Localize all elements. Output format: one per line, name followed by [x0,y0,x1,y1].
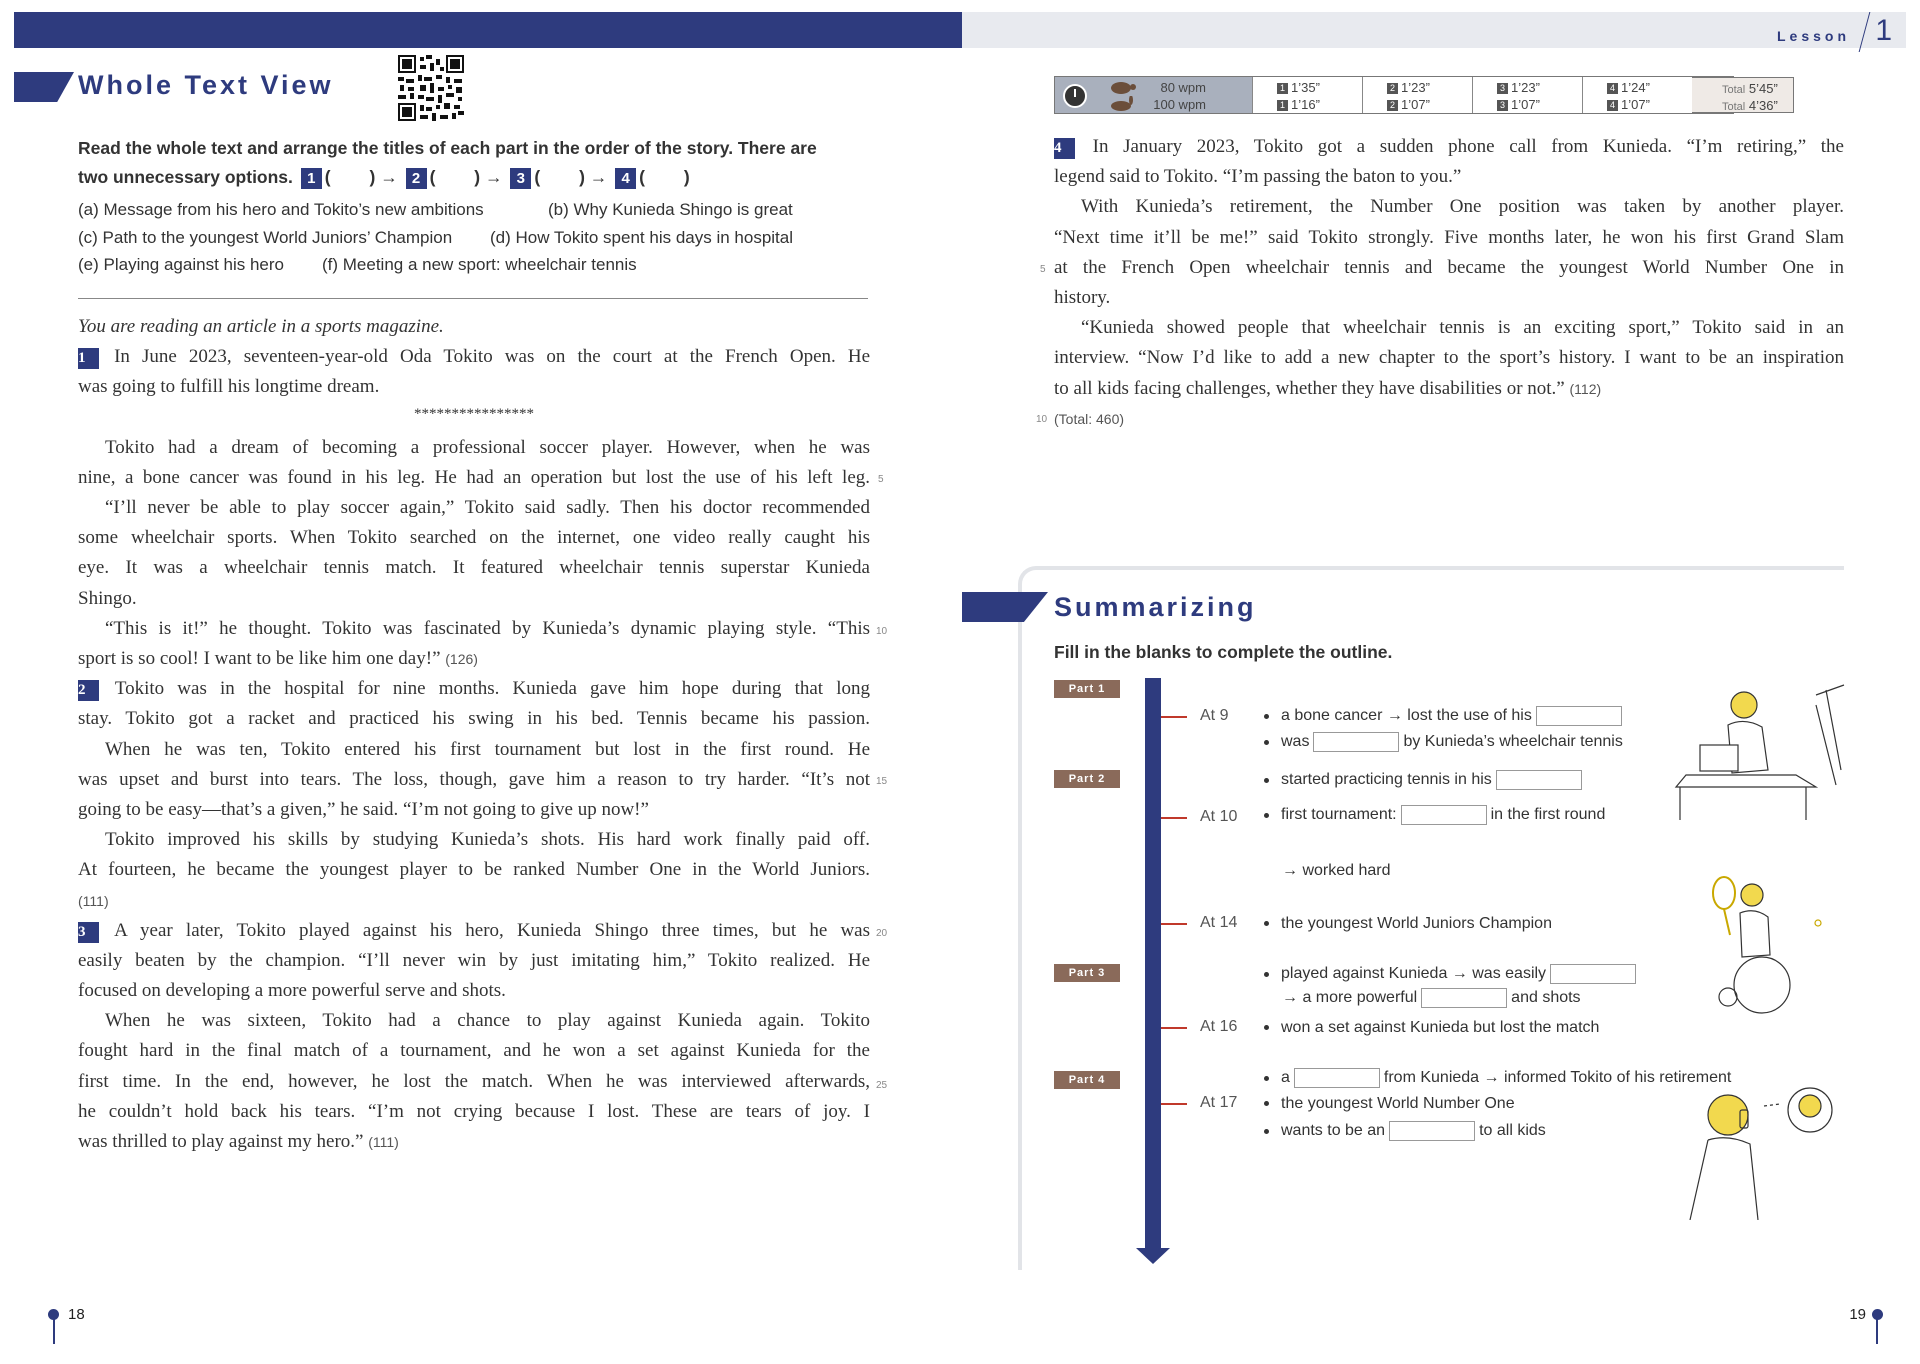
turtle-icon [1107,78,1137,94]
instruction-line-1: Read the whole text and arrange the titles of each part in the order of the story. There are [78,138,817,158]
paragraph-line: With Kunieda’s retirement, the Number One position was taken by another player. [1081,196,1844,218]
option-e: (e) Playing against his hero [78,255,285,274]
age-label: At 10 [1200,808,1238,825]
paragraph-line: In June 2023, seventeen-year-old Oda Tokito was on the court at the French Open. He [114,346,871,368]
paragraph-line: history. [1054,287,1111,309]
outline-item: → a more powerful and shots [1282,989,1581,1007]
option-c: (c) Path to the youngest World Juniors’ Champion [78,228,453,247]
paragraph-line: “Kunieda showed people that wheelchair tennis is an exciting sport,” Tokito said in an [1081,317,1844,339]
total-word-count: (Total: 460) [1054,410,1125,427]
article-intro: You are reading an article in a sports magazine. [78,316,444,337]
page-marker-dot [48,1309,59,1320]
paragraph-line: he couldn’t hold back his tears. “I’m not crying because I lost. These are tears of joy. I [78,1100,870,1122]
qr-code-icon[interactable] [398,55,464,121]
paragraph-line: legend said to Tokito. “I’m passing the baton to you.” [1054,166,1462,188]
paragraph-line: fought hard in the final match of a tournament, and he won a set against Kunieda for the [78,1040,870,1062]
time-part-4: 4 1’24” 4 1’07” [1583,77,1693,113]
timeline-tick [1161,1103,1187,1105]
line-number: 20 [876,928,888,939]
instructions [78,134,868,192]
order-slot-number: 3 [510,168,531,189]
rabbit-icon [1107,96,1137,112]
paragraph-line: easily beaten by the champion. “I’ll never win by just imitating him,” Tokito realized. He [78,949,870,971]
option-b: (b) Why Kunieda Shingo is great [548,200,793,219]
order-slot-number: 4 [615,168,636,189]
timeline-tick [1161,1027,1187,1029]
part-number: 2 [78,680,99,701]
wheelchair-tennis-illustration [1700,875,1830,1020]
timeline-tick [1161,923,1187,925]
summary-instruction: Fill in the blanks to complete the outline. [1054,642,1393,662]
whole-text-view-heading: Whole Text View [78,70,334,100]
paragraph-line: eye. It was a wheelchair tennis match. It featured wheelchair tennis superstar Kunieda [78,557,870,579]
part-number: 1 [78,348,99,369]
blank-field[interactable] [1401,805,1487,825]
line-number: 5 [878,474,884,485]
paragraph-line: Tokito was in the hospital for nine months. Kunieda gave him hope during that long [114,678,870,700]
timeline-tick [1161,817,1187,819]
paragraph-line: at the French Open wheelchair tennis and became the youngest World Number One in [1054,256,1844,278]
blank-field[interactable] [1550,964,1636,984]
paragraph-line: focused on developing a more powerful serve and shots. [78,980,506,1002]
blank-field[interactable] [1294,1068,1380,1088]
top-bar-left [14,12,962,48]
outline-item: won a set against Kunieda but lost the match [1264,1019,1599,1037]
separator-stars: **************** [414,405,534,422]
blank-field[interactable] [1536,706,1622,726]
paragraph-line: In January 2023, Tokito got a sudden phone call from Kunieda. “I’m retiring,” the [1092,136,1844,157]
blank-field[interactable] [1389,1121,1475,1141]
lesson-label: Lesson [1776,28,1850,44]
paragraph-line: was going to fulfill his longtime dream. [78,376,380,398]
total-cell: Total 5’45” Total 4’36” [1692,77,1794,113]
part-3-label: Part 3 [1054,964,1120,982]
age-label: At 14 [1200,914,1238,931]
line-number: 10 [876,626,888,637]
outline-item: wants to be an to all kids [1264,1121,1546,1141]
age-label: At 16 [1200,1018,1238,1035]
time-part-2: 2 1’23” 2 1’07” [1363,77,1473,113]
outline-item: first tournament: in the first round [1264,805,1605,825]
hospital-laptop-illustration [1666,675,1846,825]
paragraph-line: interview. “Now I’d like to add a new chapter to the sport’s history. I want to be an inspiration [1054,347,1844,369]
timeline-tick [1161,716,1187,718]
word-count: (126) [445,651,478,668]
paragraph-line: When he was ten, Tokito entered his first tournament but lost in the first round. He [105,738,870,760]
paragraph-line: to all kids facing challenges, whether they have disabilities or not.” [1054,377,1565,399]
speed-100: 100 wpm [1153,97,1206,112]
phone-call-illustration [1680,1080,1840,1220]
page-marker-dot [1872,1309,1883,1320]
order-slot-number: 1 [301,168,322,189]
paragraph-line: Tokito had a dream of becoming a professional soccer player. However, when he was [105,436,870,458]
paragraph-line: “This is it!” he thought. Tokito was fascinated by Kunieda’s dynamic playing style. “This [105,617,870,639]
part-4-label: Part 4 [1054,1071,1120,1089]
outline-item: played against Kunieda → was easily [1264,964,1640,984]
paragraph-line: was upset and burst into tears. The loss, though, gave him a reason to try harder. “It’s not [78,768,870,790]
blank-field[interactable] [1496,770,1582,790]
outline-item: started practicing tennis in his [1264,770,1586,790]
instruction-line-2: two unnecessary options. 1 ( ) → 2 ( ) → 3 ( ) → 4 ( ) [78,167,690,187]
outline-item: → worked hard [1282,862,1391,879]
age-label: At 9 [1200,707,1229,724]
lesson-number: 1 [1875,14,1892,47]
timeline-arrow-icon [1136,1248,1170,1264]
paragraph-line: was thrilled to play against my hero.” [78,1131,364,1153]
outline-item: the youngest World Number One [1264,1095,1515,1113]
line-number: 5 [1040,264,1046,275]
outline-item: a from Kunieda → informed Tokito of his retirement [1264,1068,1731,1088]
page-number-right: 19 [1849,1306,1866,1323]
divider [78,298,868,299]
paragraph-line: stay. Tokito got a racket and practiced his swing in his bed. Tennis became his passion. [78,708,870,730]
paragraph-line: When he was sixteen, Tokito had a chance to play against Kunieda again. Tokito [105,1010,870,1032]
outline-item: a bone cancer → lost the use of his [1264,706,1626,726]
part-1-label: Part 1 [1054,680,1120,698]
outline-item: was by Kunieda’s wheelchair tennis [1264,732,1623,752]
paragraph-line: A year later, Tokito played against his hero, Kunieda Shingo three times, but he was [114,919,871,941]
blank-field[interactable] [1313,732,1399,752]
outline-item: the youngest World Juniors Champion [1264,915,1552,933]
line-number: 25 [876,1080,888,1091]
paragraph-line: going to be easy—that’s a given,” he said. “I’m not going to give up now!” [78,799,649,821]
word-count: (112) [1569,380,1602,397]
stopwatch-icon [1063,84,1087,108]
word-count: (111) [78,892,109,909]
paragraph-line: Shingo. [78,587,137,609]
word-count: (111) [368,1134,399,1151]
line-number: 15 [876,776,888,787]
top-bar-right [962,12,1906,48]
time-part-3: 3 1’23” 3 1’07” [1473,77,1583,113]
option-f: (f) Meeting a new sport: wheelchair tennis [322,255,637,274]
heading-flag [14,72,74,102]
article-left [78,312,870,1157]
blank-field[interactable] [1421,988,1507,1008]
paragraph-line: first time. In the end, however, he lost the match. When he was interviewed afterwards, [78,1070,870,1092]
speed-80: 80 wpm [1160,80,1206,95]
article-right [1054,132,1844,434]
speed-cell [1055,77,1253,113]
page-number-left: 18 [68,1306,85,1323]
part-number: 3 [78,922,99,943]
option-a: (a) Message from his hero and Tokito’s new ambitions [78,200,484,219]
paragraph-line: “I’ll never be able to play soccer again,” Tokito said sadly. Then his doctor recommended [105,497,870,519]
paragraph-line: Tokito improved his skills by studying Kunieda’s shots. His hard work finally paid off. [105,829,870,851]
age-label: At 17 [1200,1094,1238,1111]
line-number: 10 [1036,414,1048,425]
option-d: (d) How Tokito spent his days in hospital [490,228,794,247]
paragraph-line: some wheelchair sports. When Tokito searched on the internet, one video really caught his [78,527,870,549]
timeline-bar [1145,678,1161,1250]
part-2-label: Part 2 [1054,770,1120,788]
paragraph-line: At fourteen, he became the youngest player to be ranked Number One in the World Juniors. [78,859,870,881]
paragraph-line: “Next time it’ll be me!” said Tokito strongly. Five months later, he won his first Grand Slam [1054,226,1844,248]
paragraph-line: nine, a bone cancer was found in his leg. He had an operation but lost the use of his left leg. [78,466,870,488]
summarizing-heading: Summarizing [1054,592,1257,622]
time-part-1: 1 1’35” 1 1’16” [1253,77,1363,113]
reading-time-table [1054,76,1734,114]
order-slot-number: 2 [406,168,427,189]
part-number: 4 [1054,138,1075,159]
paragraph-line: sport is so cool! I want to be like him one day!” [78,648,441,670]
